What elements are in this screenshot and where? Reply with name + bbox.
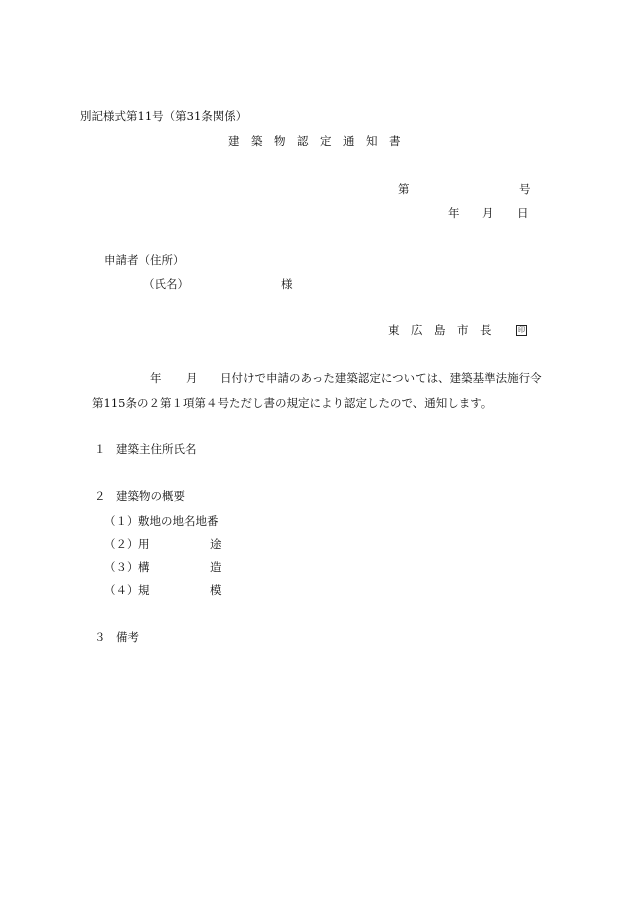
overview-item-4-number: （４） — [104, 583, 139, 597]
applicant-address-label: 申請者（住所） — [104, 253, 185, 267]
applicant-honorific: 様 — [281, 277, 293, 291]
overview-item-3-label-end: 造 — [210, 560, 222, 574]
section-3-label: 備考 — [116, 630, 139, 644]
overview-item-4-label-end: 模 — [210, 583, 222, 597]
section-1-number: １ — [94, 442, 106, 456]
overview-item-2-label: 用 — [138, 537, 150, 551]
number-suffix: 号 — [519, 182, 531, 196]
section-2-label: 建築物の概要 — [116, 489, 185, 503]
number-prefix: 第 — [398, 182, 410, 196]
overview-item-2-label-end: 途 — [210, 537, 222, 551]
overview-item-3-number: （３） — [104, 560, 139, 574]
overview-item-2-number: （２） — [104, 537, 139, 551]
body-text-line2: 第115条の２第１項第４号ただし書の規定により認定したので、通知します。 — [92, 396, 493, 410]
date-month: 月 — [482, 206, 494, 220]
body-month: 月 — [186, 371, 198, 385]
overview-item-1-number: （１） — [104, 514, 139, 528]
date-year: 年 — [448, 206, 460, 220]
section-3-number: ３ — [94, 630, 106, 644]
body-year: 年 — [150, 371, 162, 385]
form-label: 別記様式第11号（第31条関係） — [80, 109, 248, 123]
applicant-name-label: （氏名） — [143, 277, 189, 291]
seal-mark: 印 — [518, 326, 525, 334]
document-title: 建 築 物 認 定 通 知 書 — [228, 134, 401, 148]
section-2-number: ２ — [94, 489, 106, 503]
overview-item-3-label: 構 — [138, 560, 150, 574]
section-1-label: 建築主住所氏名 — [116, 442, 197, 456]
overview-item-1-label: 敷地の地名地番 — [138, 514, 219, 528]
issuer-name: 東 広 島 市 長 — [388, 323, 492, 337]
overview-item-4-label: 規 — [138, 583, 150, 597]
body-text-line1: 日付けで申請のあった建築認定については、建築基準法施行令 — [220, 371, 542, 385]
date-day: 日 — [517, 206, 529, 220]
